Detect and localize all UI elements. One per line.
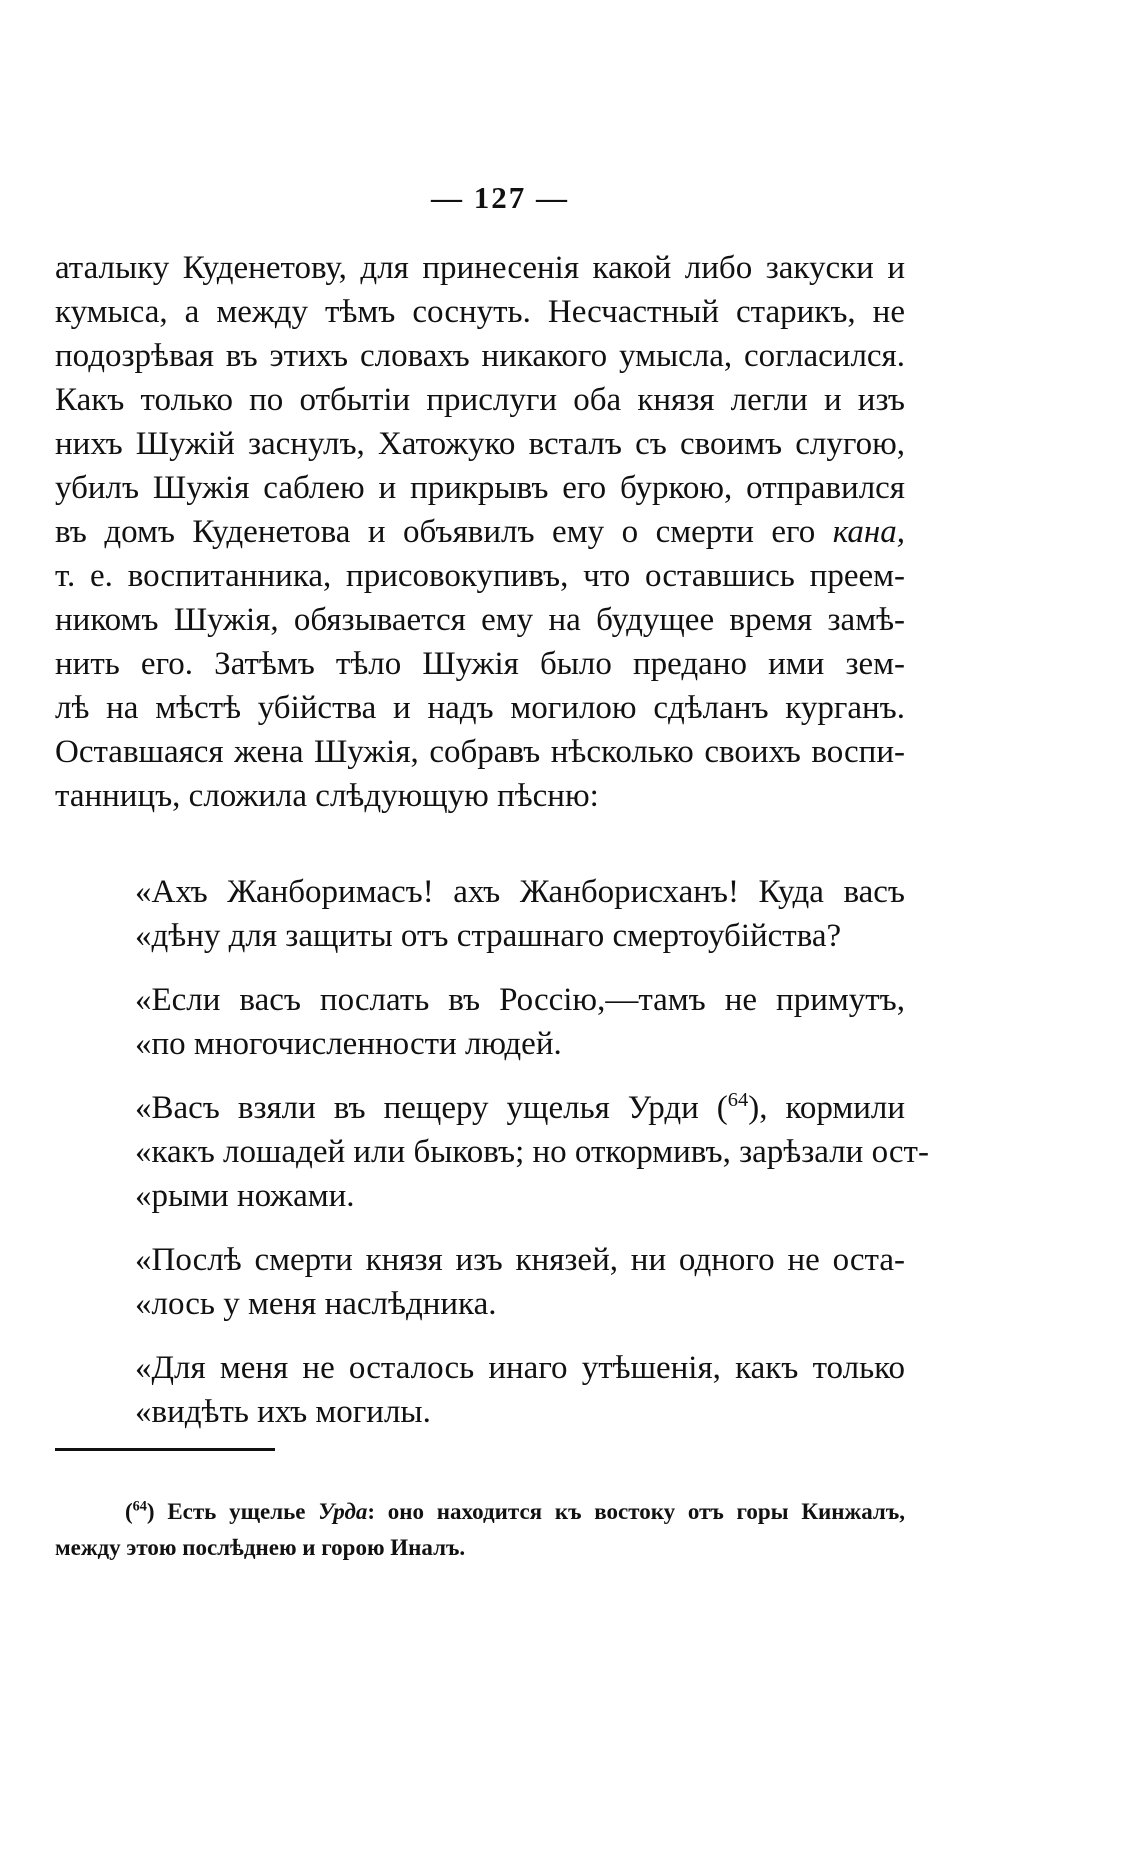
footnote-divider <box>55 1448 275 1451</box>
text-line <box>55 512 905 552</box>
text-line: аталыку Куденетову, для принесенія какой либо закуски и <box>55 250 905 286</box>
footnote-text: : оно находится къ востоку отъ горы Кинжалъ, <box>367 1499 905 1524</box>
text-segment: «Васъ взяли въ пещеру ущелья Урди ( <box>135 1090 728 1126</box>
footnote-line: между этою послѣднею и горою Иналъ. <box>55 1535 466 1560</box>
footnote-place: Урда <box>318 1499 368 1524</box>
song-line: «Ахъ Жанборимасъ! ахъ Жанборисханъ! Куда васъ <box>135 874 905 910</box>
text-line: лѣ на мѣстѣ убійства и надъ могилою сдѣланъ курганъ. <box>55 690 905 726</box>
text-segment: въ домъ Куденетова и объявилъ ему о смерти его <box>55 514 833 550</box>
text-line: нить его. Затѣмъ тѣло Шужія было предано ими зем- <box>55 646 905 682</box>
song-line: «Для меня не осталось инаго утѣшенія, какъ только <box>135 1350 905 1386</box>
footnote-paren: ( <box>125 1499 133 1524</box>
song-line: «по многочисленности людей. <box>135 1026 562 1062</box>
song-line: «рыми ножами. <box>135 1178 355 1214</box>
text-line: никомъ Шужія, обязывается ему на будущее время замѣ- <box>55 602 905 638</box>
text-line: подозрѣвая въ этихъ словахъ никакого умысла, согласился. <box>55 338 905 374</box>
song-line: «лось у меня наслѣдника. <box>135 1286 497 1322</box>
text-segment: ), кормили <box>748 1090 905 1126</box>
text-line: убилъ Шужія саблею и прикрывъ его буркою, отправился <box>55 470 905 506</box>
text-line: Оставшаяся жена Шужія, собравъ нѣсколько своихъ воспи- <box>55 734 905 770</box>
footnote-marker: 64 <box>132 1498 147 1515</box>
text-line: т. е. воспитанника, присовокупивъ, что оставшись преем- <box>55 558 905 594</box>
text-line: кумыса, а между тѣмъ соснуть. Несчастный старикъ, не <box>55 294 905 330</box>
song-line: «Если васъ послать въ Россію,—тамъ не примутъ, <box>135 982 905 1018</box>
footnote-text: Есть ущелье <box>154 1499 319 1524</box>
song-line: «видѣть ихъ могилы. <box>135 1394 431 1430</box>
song-line: «какъ лошадей или быковъ; но откормивъ, зарѣзали ост- <box>135 1134 929 1170</box>
song-line <box>135 1088 905 1128</box>
page-number: — 127 — <box>431 180 569 215</box>
song-line: «дѣну для защиты отъ страшнаго смертоубійства? <box>135 918 842 954</box>
italic-word-kana: кана, <box>832 514 905 550</box>
song-line: «Послѣ смерти князя изъ князей, ни одного не оста- <box>135 1242 905 1278</box>
footnote-paren: ) <box>146 1499 155 1524</box>
text-line: танницъ, сложила слѣдующую пѣсню: <box>55 778 599 814</box>
text-line: нихъ Шужій заснулъ, Хатожуко всталъ съ своимъ слугою, <box>55 426 905 462</box>
footnote-line <box>125 1497 905 1527</box>
text-line: Какъ только по отбытіи прислуги оба князя легли и изъ <box>55 382 905 418</box>
footnote-reference: 64 <box>727 1089 749 1111</box>
